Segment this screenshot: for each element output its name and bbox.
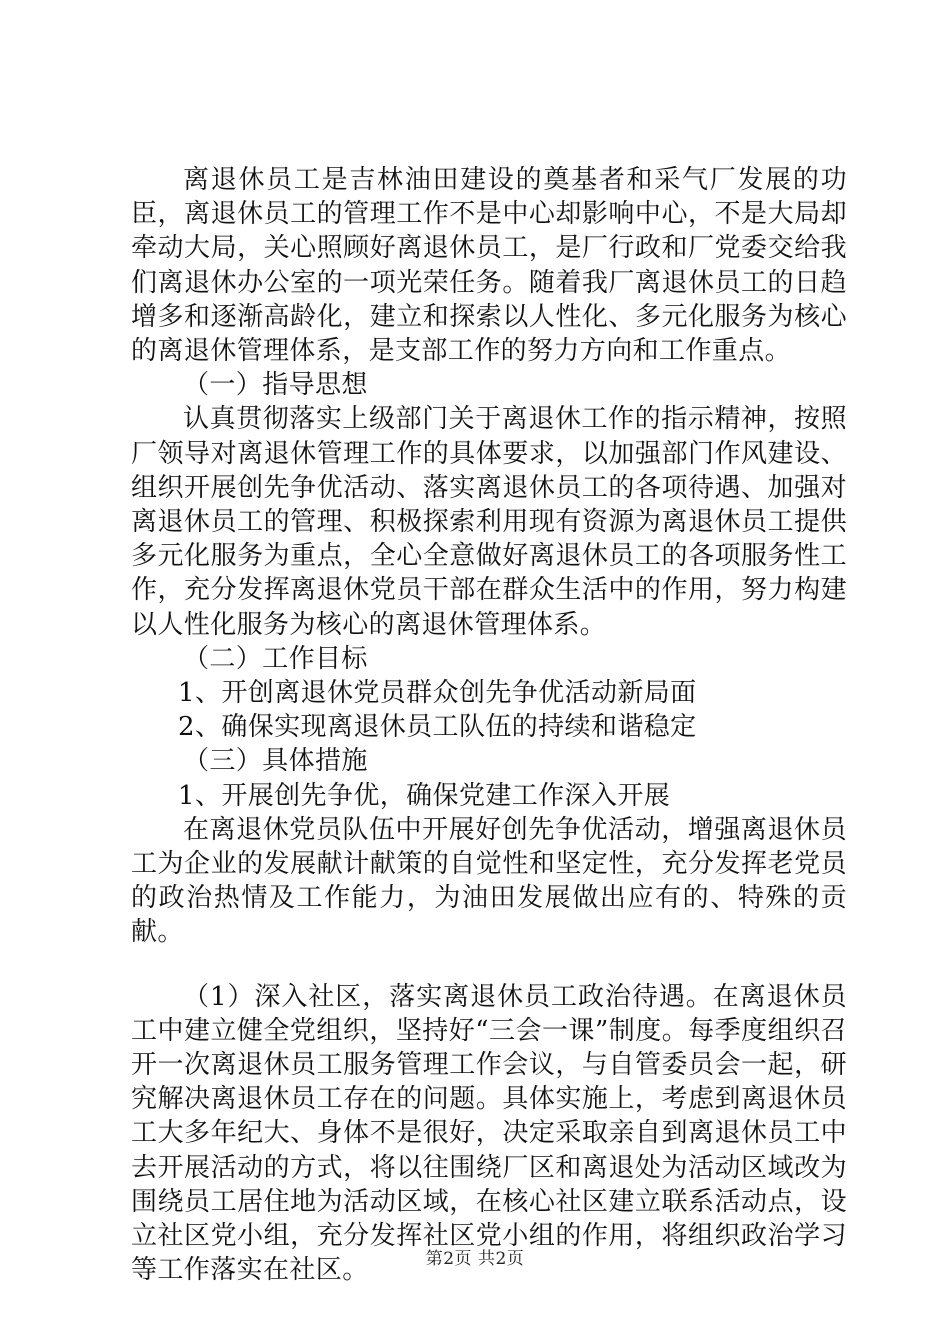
measure-1-paragraph: 在离退休党员队伍中开展好创先争优活动，增强离退休员工为企业的发展献计献策的自觉性和坚定性，充分发挥老党员的政治热情及工作能力，为油田发展做出应有的、特殊的贡献。 [131, 814, 847, 948]
section-heading-specific-measures: （三）具体措施 [183, 746, 368, 777]
guiding-ideology-paragraph: 认真贯彻落实上级部门关于离退休工作的指示精神，按照厂领导对离退休管理工作的具体要求，以加强部门作风建设、组织开展创先争优活动、落实离退休员工的各项待遇、加强对离退休员工的管理、积极探索利用现有资源为离退休员工提供多元化服务为重点，全心全意做好离退休员工的各项服务性工作，充分发挥离退休党员干部在群众生活中的作用，努力构建以人性化服务为核心的离退休管理体系。 [131, 404, 847, 640]
page-footer: 第2页 共2页 [425, 1249, 525, 1269]
work-goal-item-1: 1、开创离退休党员群众创先争优活动新局面 [178, 678, 697, 709]
document-body [131, 163, 847, 1288]
section-heading-work-goals: （二）工作目标 [183, 643, 368, 674]
work-goal-item-2: 2、确保实现离退休员工队伍的持续和谐稳定 [178, 712, 697, 743]
intro-paragraph: 离退休员工是吉林油田建设的奠基者和采气厂发展的功臣，离退休员工的管理工作不是中心却影响中心，不是大局却牵动大局，关心照顾好离退休员工，是厂行政和厂党委交给我们离退休办公室的一项光荣任务。随着我厂离退休员工的日趋增多和逐渐高龄化，建立和探索以人性化、多元化服务为核心的离退休管理体系，是支部工作的努力方向和工作重点。 [131, 165, 847, 367]
section-heading-guiding-ideology: （一）指导思想 [183, 370, 368, 401]
measure-1-sub-1-paragraph: （1）深入社区，落实离退休员工政治待遇。在离退休员工中建立健全党组织，坚持好“三会一课”制度。每季度组织召开一次离退休员工服务管理工作会议，与自管委员会一起，研究解决离退休员工存在的问题。具体实施上，考虑到离退休员工大多年纪大、身体不是很好，决定采取亲自到离退休员工中去开展活动的方式，将以往围绕厂区和离退处为活动区域改为围绕员工居住地为活动区域，在核心社区建立联系活动点，设立社区党小组，充分发挥社区党小组的作用，将组织政治学习等工作落实在社区。 [131, 981, 847, 1286]
measure-item-1: 1、开展创先争优，确保党建工作深入开展 [178, 780, 671, 811]
